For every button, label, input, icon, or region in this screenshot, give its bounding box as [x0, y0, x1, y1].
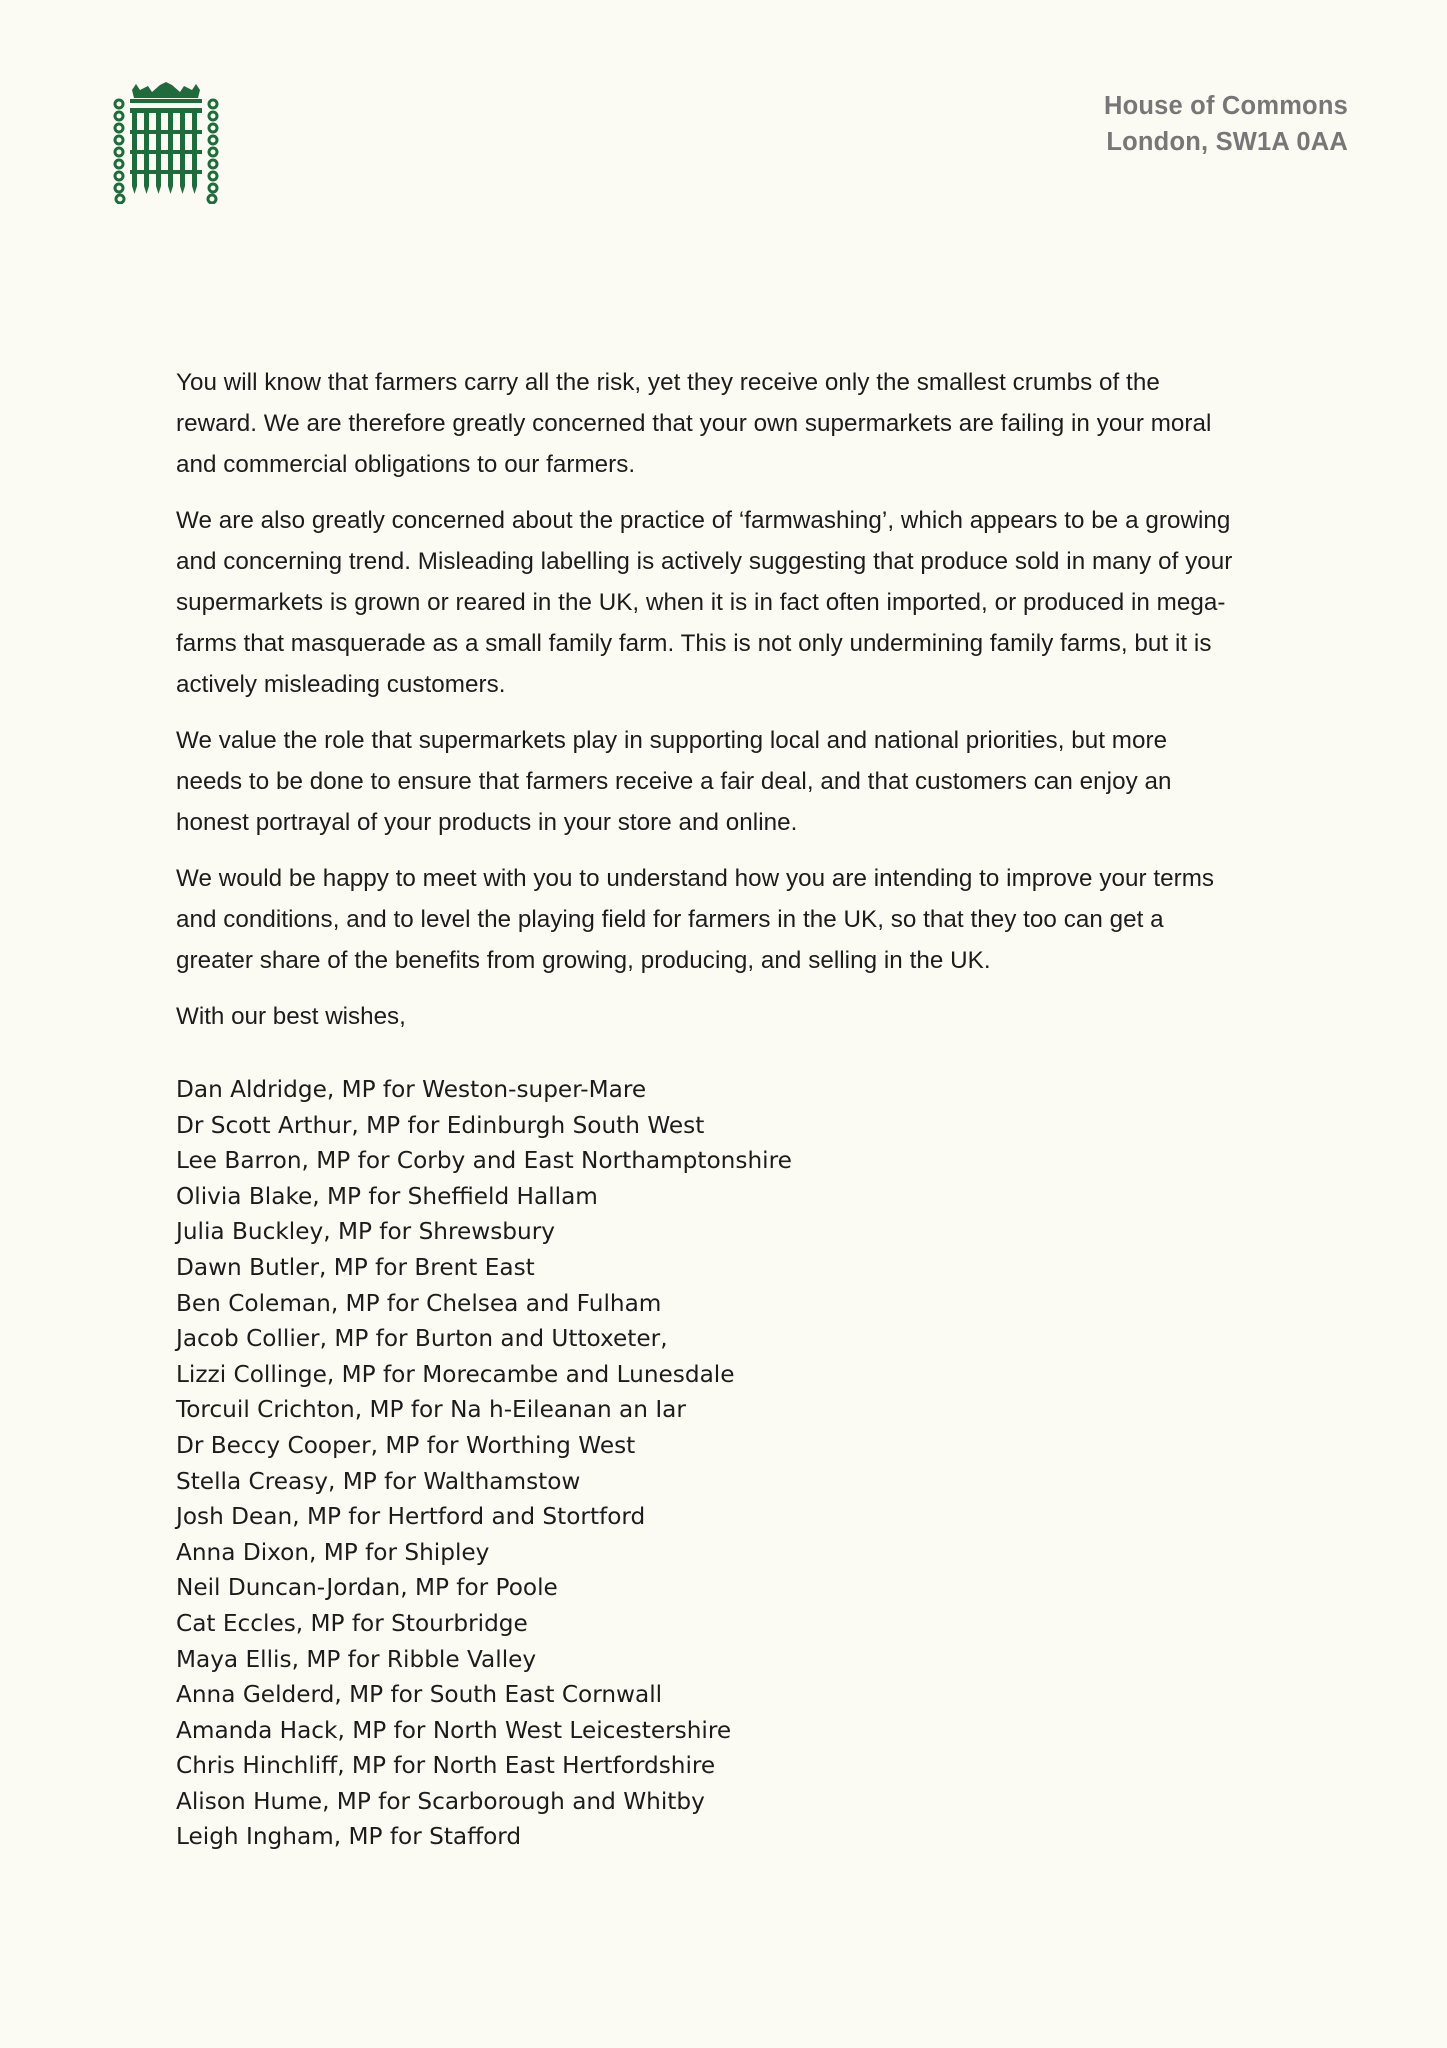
signatory: Lizzi Collinge, MP for Morecambe and Lunesdale [176, 1360, 735, 1388]
portcullis-logo-icon [112, 82, 220, 204]
signatory: Dr Scott Arthur, MP for Edinburgh South West [176, 1111, 705, 1139]
paragraph-line: reward. We are therefore greatly concerned that your own supermarkets are failing in your moral [176, 410, 1212, 437]
address-line-2: London, SW1A 0AA [1106, 128, 1348, 156]
signatory: Anna Dixon, MP for Shipley [176, 1538, 490, 1566]
signatory: Julia Buckley, MP for Shrewsbury [176, 1218, 555, 1246]
signatory: Dan Aldridge, MP for Weston-super-Mare [176, 1076, 647, 1103]
paragraph-line: and conditions, and to level the playing field for farmers in the UK, so that they too can get a [176, 906, 1164, 933]
paragraph-line: We value the role that supermarkets play in supporting local and national priorities, but more [176, 727, 1168, 754]
signatory: Jacob Collier, MP for Burton and Uttoxeter, [176, 1325, 668, 1353]
paragraph-1 [176, 362, 1356, 485]
paragraph-line: We would be happy to meet with you to understand how you are intending to improve your terms [176, 865, 1215, 892]
signatory: Leigh Ingham, MP for Stafford [176, 1823, 522, 1851]
paragraph-2 [176, 500, 1356, 705]
paragraph-line: farms that masquerade as a small family farm. This is not only undermining family farms, but it is [176, 630, 1212, 657]
signatory: Maya Ellis, MP for Ribble Valley [176, 1645, 537, 1673]
paragraph-line: greater share of the benefits from growing, producing, and selling in the UK. [176, 947, 991, 974]
paragraph-line: needs to be done to ensure that farmers receive a fair deal, and that customers can enjoy an [176, 768, 1172, 795]
signatory: Amanda Hack, MP for North West Leicestershire [176, 1716, 732, 1744]
signoff: With our best wishes, [176, 1003, 406, 1030]
signatory: Josh Dean, MP for Hertford and Stortford [176, 1503, 646, 1531]
paragraph-line: supermarkets is grown or reared in the UK, when it is in fact often imported, or produced in mega- [176, 589, 1226, 616]
signatory: Olivia Blake, MP for Sheffield Hallam [176, 1182, 598, 1210]
sender-address [1104, 88, 1348, 160]
signatory: Chris Hinchliff, MP for North East Hertfordshire [176, 1752, 716, 1780]
address-line-1: House of Commons [1103, 92, 1348, 120]
signatory: Neil Duncan-Jordan, MP for Poole [176, 1574, 558, 1602]
signatory: Alison Hume, MP for Scarborough and Whitby [176, 1787, 705, 1815]
signatory: Ben Coleman, MP for Chelsea and Fulham [176, 1289, 662, 1317]
signatory: Dr Beccy Cooper, MP for Worthing West [176, 1431, 636, 1459]
paragraph-line: honest portrayal of your products in your store and online. [176, 809, 798, 836]
signatory: Torcuil Crichton, MP for Na h-Eileanan an Iar [176, 1396, 686, 1424]
signatory: Dawn Butler, MP for Brent East [176, 1253, 535, 1281]
signatory: Cat Eccles, MP for Stourbridge [176, 1609, 528, 1637]
paragraph-4 [176, 858, 1356, 981]
paragraph-line: and commercial obligations to our farmers. [176, 451, 636, 478]
paragraph-line: We are also greatly concerned about the practice of ‘farmwashing’, which appears to be a growing [176, 507, 1231, 534]
paragraph-3 [176, 720, 1356, 843]
paragraph-line: You will know that farmers carry all the risk, yet they receive only the smallest crumbs of the [176, 369, 1160, 396]
signatory: Lee Barron, MP for Corby and East Northamptonshire [176, 1147, 792, 1175]
paragraph-line: actively misleading customers. [176, 671, 506, 698]
signatory: Stella Creasy, MP for Walthamstow [176, 1467, 581, 1495]
signatory-list [176, 1072, 1076, 1855]
letter-body [176, 362, 1356, 1037]
paragraph-line: and concerning trend. Misleading labelling is actively suggesting that produce sold in many of your [176, 548, 1233, 575]
signatory: Anna Gelderd, MP for South East Cornwall [176, 1681, 663, 1709]
